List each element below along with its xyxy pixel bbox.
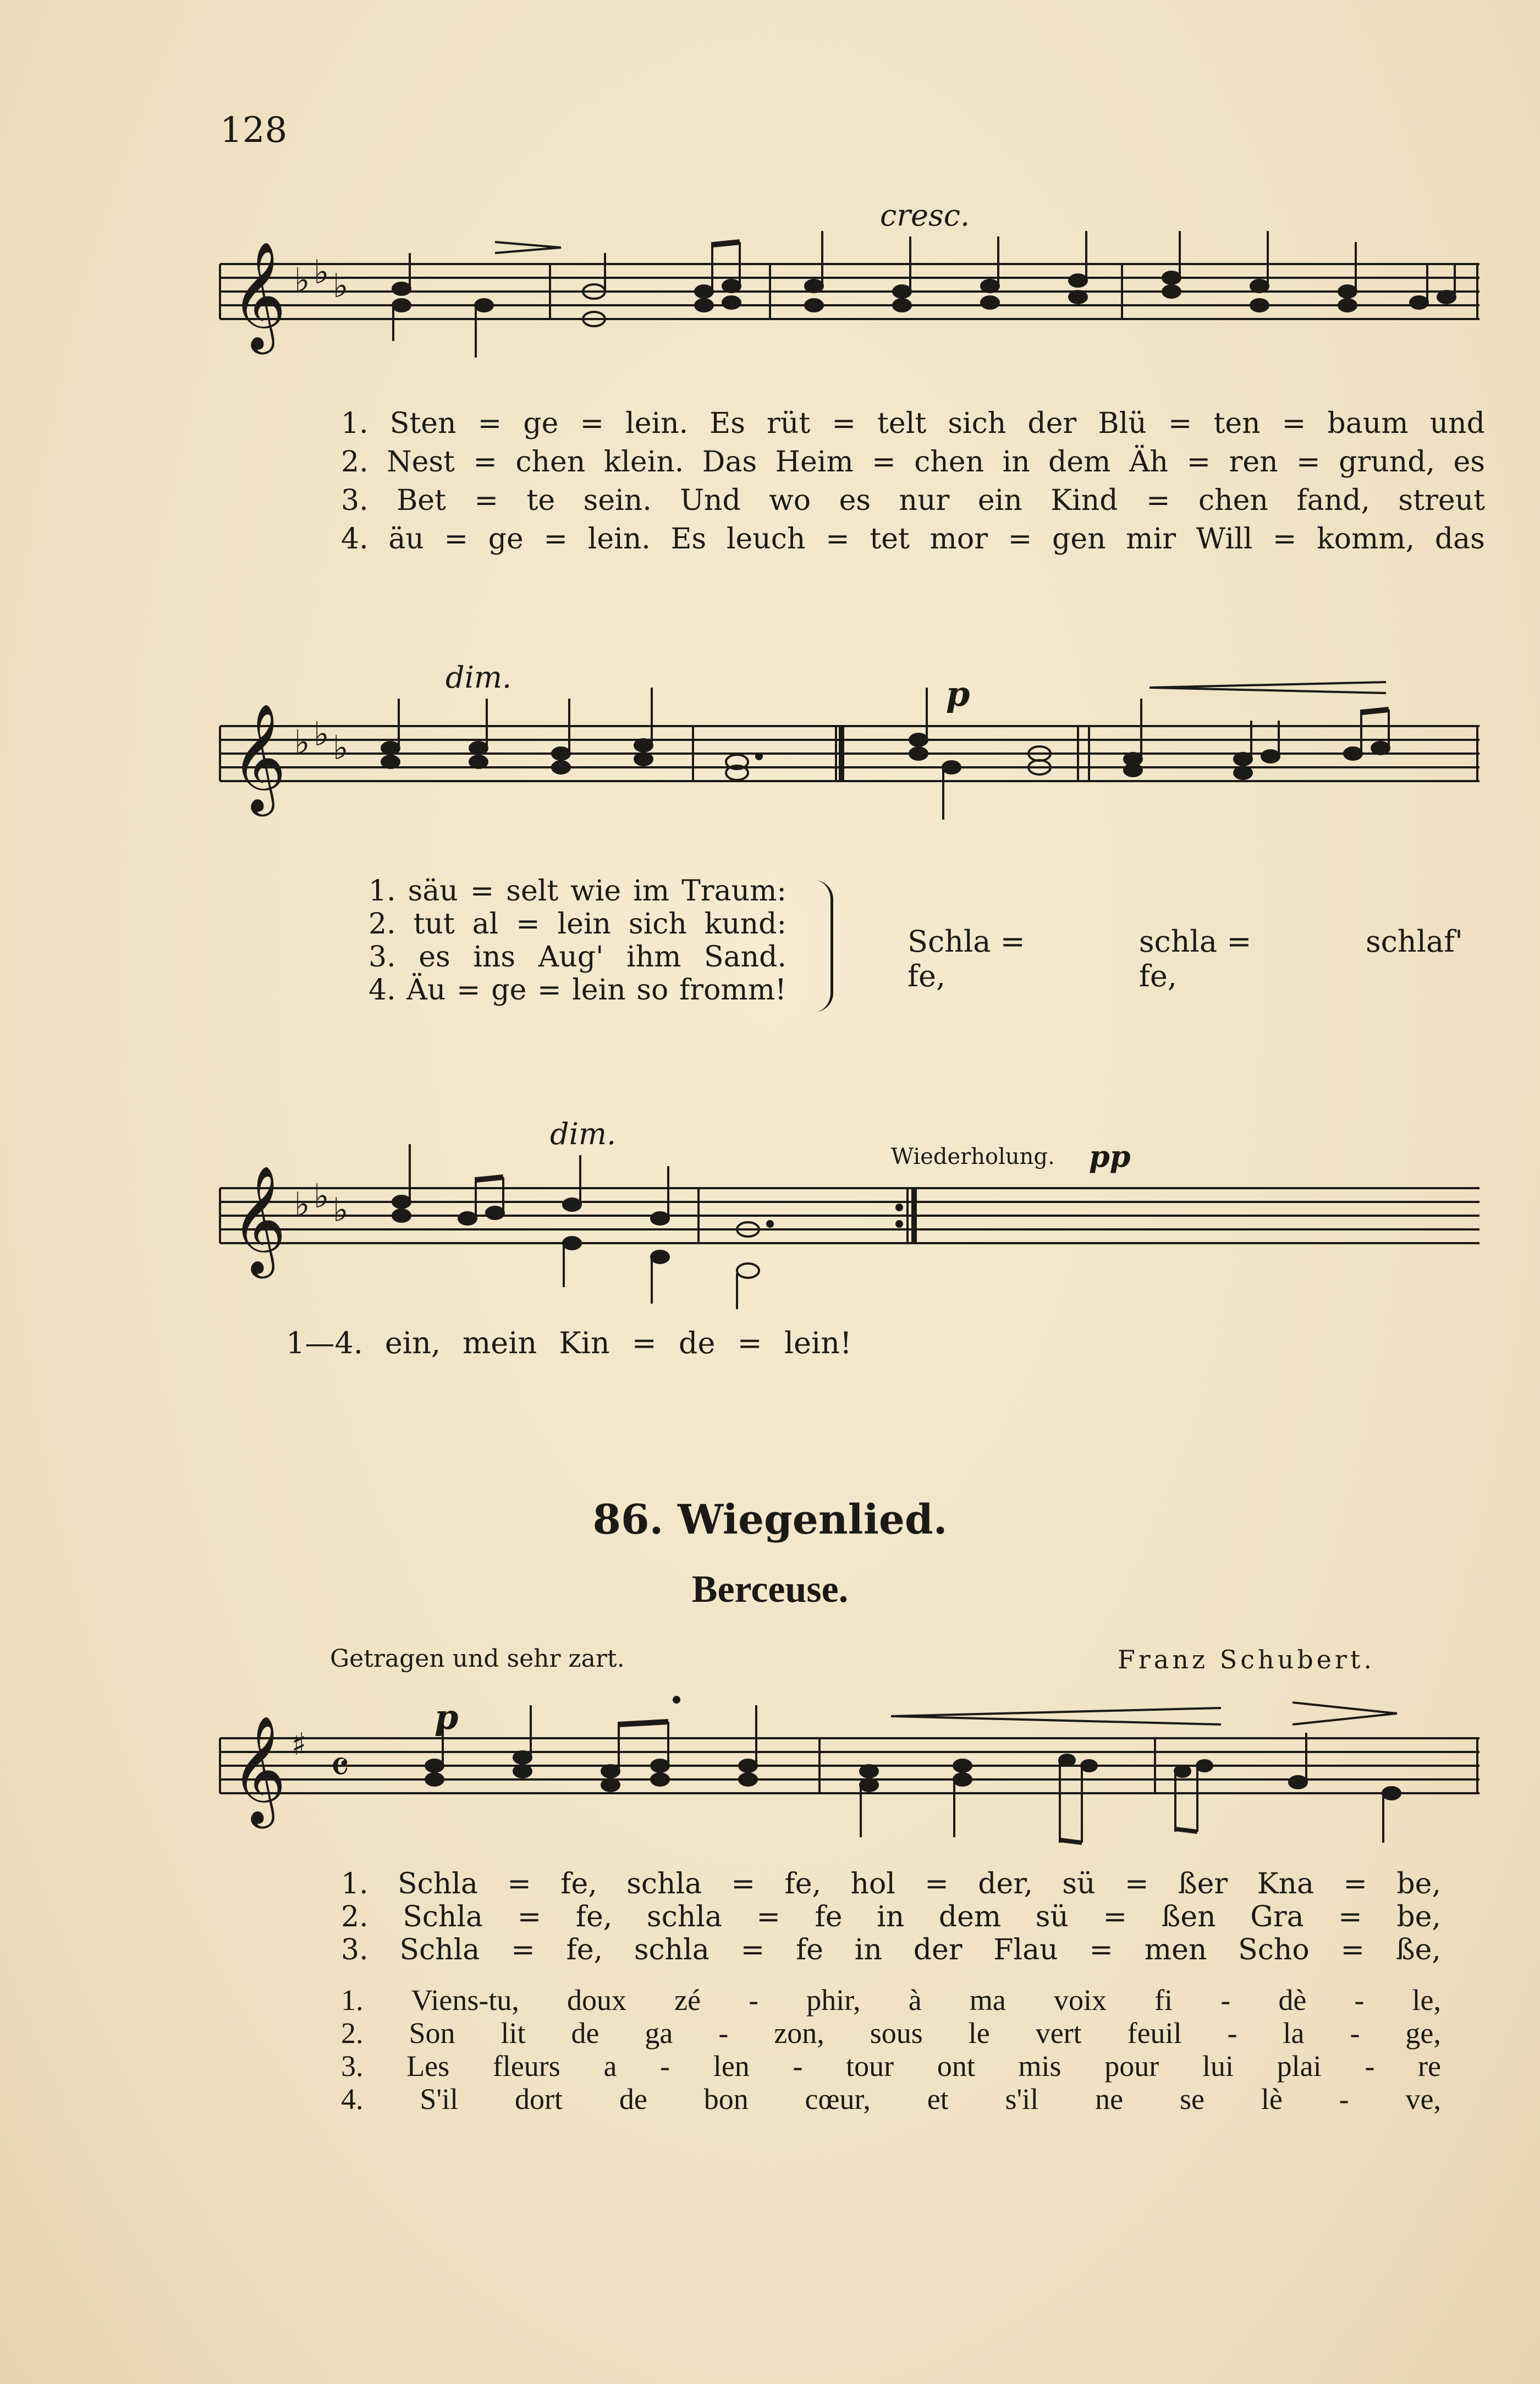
- lyric-line: 3. Bet = te sein. Und wo es nur ein Kind = chen fand, streut: [341, 484, 1485, 517]
- svg-text:♭: ♭: [294, 723, 310, 762]
- lyric-line: 1. Viens-tu, doux zé - phir, à ma voix fi - dè - le,: [341, 1984, 1441, 2017]
- lyric-line: 1. säu = selt wie im Traum:: [369, 875, 787, 908]
- dynamic-dim: dim.: [446, 660, 512, 695]
- dynamic-piano-song: p: [435, 1697, 459, 1737]
- music-staff-4: [220, 1700, 1480, 1881]
- lyric-line: 3. Les fleurs a - len - tour ont mis pour lui plai - re: [341, 2050, 1441, 2083]
- svg-text:𝄞: 𝄞: [231, 1715, 287, 1824]
- svg-text:♭: ♭: [333, 1191, 349, 1229]
- dynamic-piano: p: [946, 674, 970, 714]
- music-staff-3: [220, 1144, 1480, 1309]
- svg-text:𝄞: 𝄞: [231, 241, 287, 350]
- repeat-label: Wiederholung.: [891, 1144, 1055, 1169]
- svg-text:♯: ♯: [292, 1727, 307, 1762]
- lyric-line: 4. äu = ge = lein. Es leuch = tet mor = gen mir Will = komm, das: [341, 523, 1485, 556]
- svg-text:𝄞: 𝄞: [231, 1165, 287, 1274]
- dynamic-pianissimo: pp: [1089, 1139, 1131, 1174]
- lyric-line: 2. Schla = fe, schla = fe in dem sü = ßen Gra = be,: [341, 1900, 1441, 1933]
- music-staff-1: [220, 231, 1480, 396]
- lyric-line: 4. S'il dort de bon cœur, et s'il ne se lè - ve,: [341, 2083, 1441, 2116]
- composer: Franz Schubert.: [1117, 1645, 1375, 1674]
- lyric-line: 2. tut al = lein sich kund:: [369, 908, 787, 941]
- svg-text:♭: ♭: [314, 253, 329, 292]
- page-number: 128: [220, 110, 288, 151]
- svg-text:♭: ♭: [294, 1185, 310, 1224]
- svg-text:♭: ♭: [294, 261, 310, 300]
- tempo-marking: Getragen und sehr zart.: [330, 1645, 625, 1673]
- refrain-lyrics: Schla = fe, schla = fe, schlaf': [908, 924, 1463, 993]
- song-subtitle: Berceuse.: [691, 1568, 849, 1611]
- lyric-line: 1. Schla = fe, schla = fe, hol = der, sü = ßer Kna = be,: [341, 1867, 1441, 1900]
- svg-text:♭: ♭: [333, 267, 349, 305]
- svg-text:𝄴: 𝄴: [330, 1742, 350, 1793]
- music-staff-2: [220, 688, 1480, 853]
- song-title: 86. Wiegenlied.: [592, 1496, 948, 1543]
- svg-text:♭: ♭: [333, 729, 349, 767]
- svg-text:♭: ♭: [314, 1177, 329, 1216]
- lyric-line-final: 1—4. ein, mein Kin = de = lein!: [286, 1326, 852, 1360]
- dynamic-dim-2: dim.: [550, 1117, 617, 1151]
- svg-text:♭: ♭: [314, 715, 329, 754]
- lyric-line: 2. Son lit de ga - zon, sous le vert feuil - la - ge,: [341, 2017, 1441, 2050]
- dynamic-cresc: cresc.: [880, 198, 970, 233]
- lyric-line: 4. Äu = ge = lein so fromm!: [369, 974, 787, 1007]
- verse-brace: [814, 880, 833, 1012]
- svg-text:𝄞: 𝄞: [231, 703, 287, 812]
- lyric-line: 1. Sten = ge = lein. Es rüt = telt sich der Blü = ten = baum und: [341, 407, 1485, 440]
- lyric-line: 2. Nest = chen klein. Das Heim = chen in dem Äh = ren = grund, es: [341, 446, 1485, 479]
- lyric-line: 3. Schla = fe, schla = fe in der Flau = men Scho = ße,: [341, 1933, 1441, 1966]
- lyric-line: 3. es ins Aug' ihm Sand.: [369, 941, 787, 974]
